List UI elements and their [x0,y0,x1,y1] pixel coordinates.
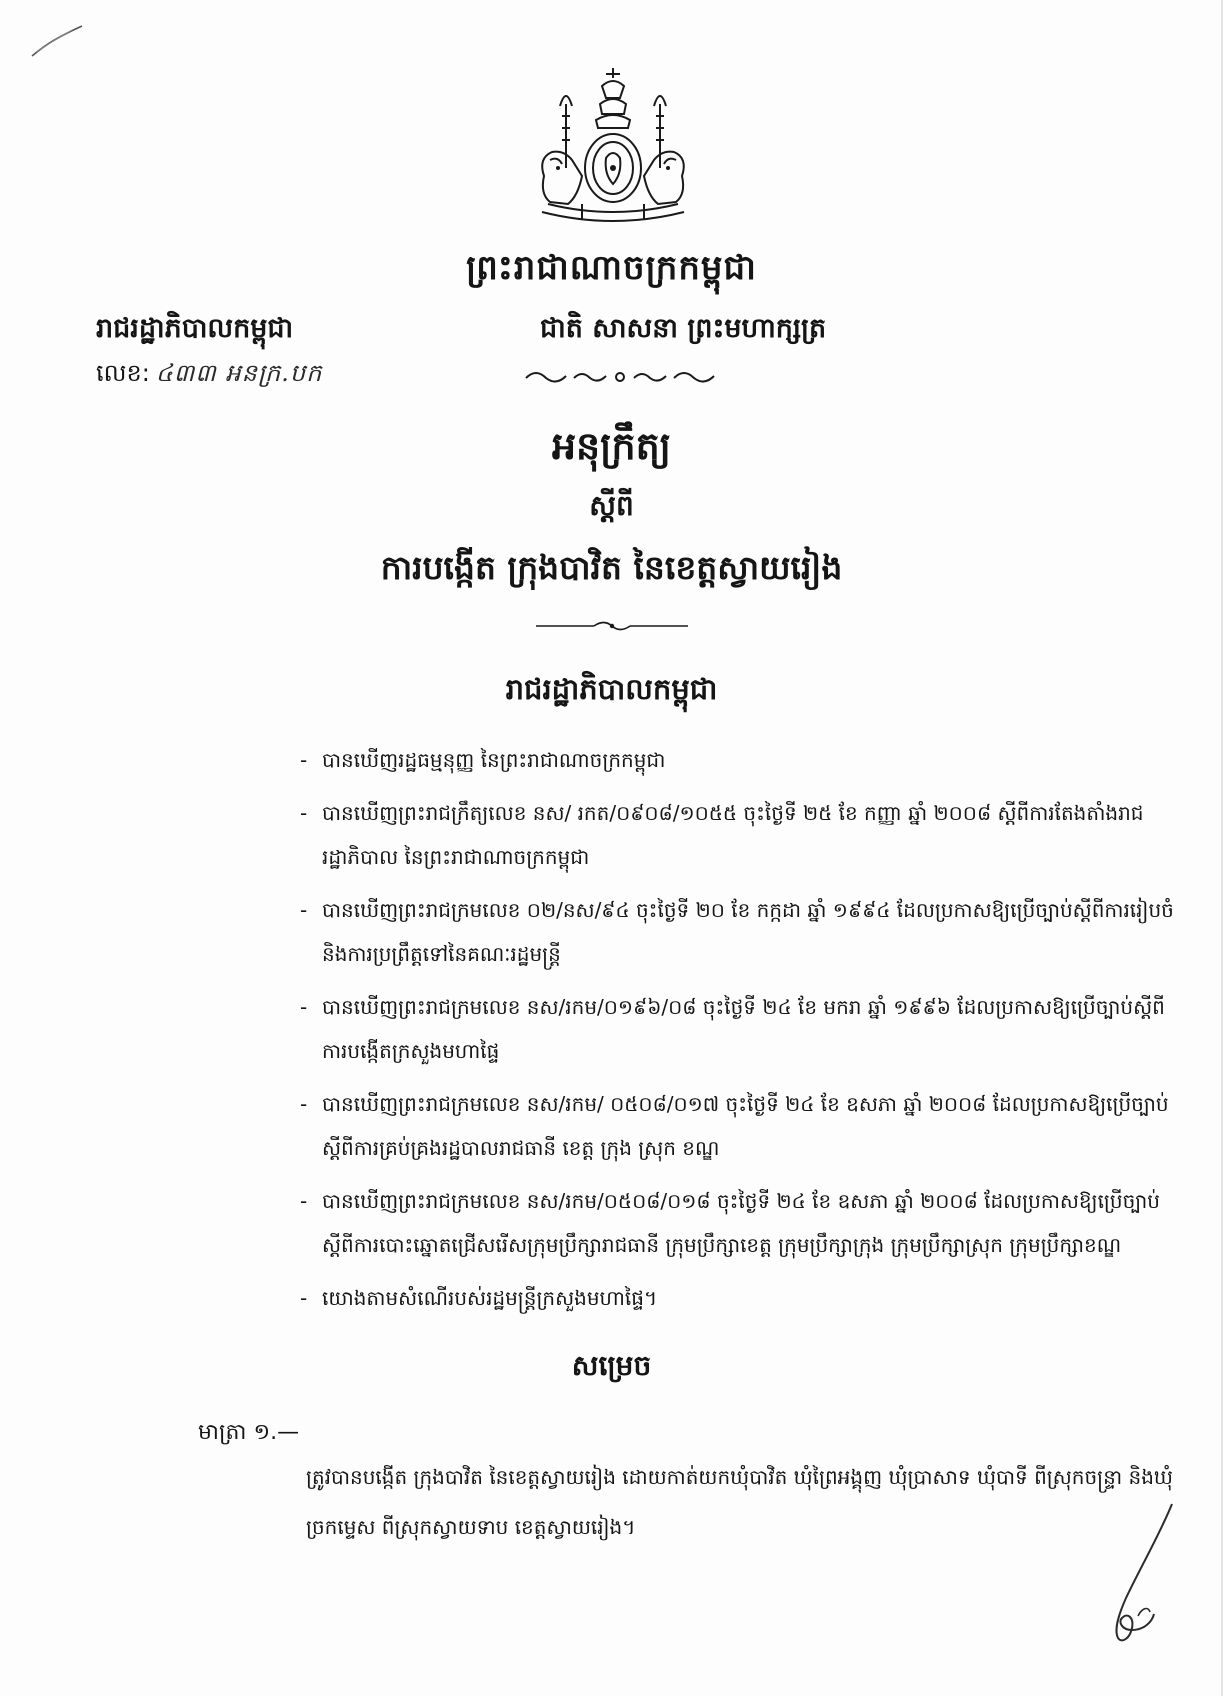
document-type: អនុក្រឹត្យ [551,424,672,468]
motto-ornament-icon [520,364,720,388]
royal-coat-of-arms-icon [528,64,698,232]
handwritten-signature-icon [1088,1498,1178,1648]
reference-line [96,358,322,393]
section-divider-icon [532,618,692,634]
recital-item: - បានឃើញព្រះរាជក្រមលេខ នស/រកម/០១៩៦/០៨ ចុះថ្ងៃទី ២៤ ខែ មករា ឆ្នាំ ១៩៩៦ ដែលប្រកាសឱ្យប្រើច្បាប់ស្តីពីការបង្កើតក្រសួងមហាផ្ទៃ [300,985,1180,1073]
government-heading: រាជរដ្ឋាភិបាលកម្ពុជា [505,672,718,706]
national-motto: ជាតិ សាសនា ព្រះមហាក្សត្រ [540,313,827,344]
recital-item: - បានឃើញរដ្ឋធម្មនុញ្ញ នៃព្រះរាជាណាចក្រកម្ពុជា [300,738,1180,782]
recital-item: - យោងតាមសំណើរបស់រដ្ឋមន្ត្រីក្រសួងមហាផ្ទៃ។ [300,1276,1180,1320]
decision-heading: សម្រេច [571,1349,652,1382]
article-text: ត្រូវបានបង្កើត ក្រុងបាវិត នៃខេត្តស្វាយរៀង ដោយកាត់យកឃុំបាវិត ឃុំព្រៃអង្គុញ ឃុំប្រាសាទ ឃុំបាទី ពីស្រុកចន្ទ្រា និងឃុំច្រកម្ទេស ពីស្រុកស្វាយទាប ខេត្តស្វាយរៀង។ [306,1465,1173,1539]
recital-item: - បានឃើញព្រះរាជក្រឹត្យលេខ នស/ រកត/០៩០៨/១០៥៥ ចុះថ្ងៃទី ២៥ ខែ កញ្ញា ឆ្នាំ ២០០៨ ស្តីពីការតែងតាំងរាជរដ្ឋាភិបាល នៃព្រះរាជាណាចក្រកម្ពុជា [300,791,1180,879]
recital-item: - បានឃើញព្រះរាជក្រមលេខ នស/រកម/ ០៥០៨/០១៧ ចុះថ្ងៃទី ២៤ ខែ ឧសភា ឆ្នាំ ២០០៨ ដែលប្រកាសឱ្យប្រើច្បាប់ស្តីពីការគ្រប់គ្រងរដ្ឋបាលរាជធានី ខេត្ត ក្រុង ស្រុក ខណ្ឌ [300,1082,1180,1170]
about-label: ស្តីពី [589,489,634,522]
recital-item: - បានឃើញព្រះរាជក្រមលេខ ០២/នស/៩៤ ចុះថ្ងៃទី ២០ ខែ កក្កដា ឆ្នាំ ១៩៩៤ ដែលប្រកាសឱ្យប្រើច្បាប់ស្តីពីការរៀបចំ និងការប្រព្រឹត្តទៅនៃគណៈរដ្ឋមន្ត្រី [300,888,1180,976]
reference-number: ៤៣៣ អនក្រ.បក [155,359,323,387]
issuer-name: រាជរដ្ឋាភិបាលកម្ពុជា [96,313,294,344]
recitals-list [300,738,1180,1329]
article-label: មាត្រា ១.— [198,1420,300,1445]
recital-item: - បានឃើញព្រះរាជក្រមលេខ នស/រកម/០៥០៨/០១៨ ចុះថ្ងៃទី ២៤ ខែ ឧសភា ឆ្នាំ ២០០៨ ដែលប្រកាសឱ្យប្រើច្បាប់ស្តីពីការបោះឆ្នោតជ្រើសរើសក្រុមប្រឹក្សារាជធានី ក្រុមប្រឹក្សាខេត្ត ក្រុមប្រឹក្សាក្រុង ក្រុមប្រឹក្សាស្រុក ក្រុមប្រឹក្សាខណ្ឌ [300,1179,1180,1267]
pen-stroke-icon [28,22,88,62]
kingdom-title: ព្រះរាជាណាចក្រកម្ពុជា [466,248,757,288]
reference-label: លេខ: [96,359,150,387]
document-subject: ការបង្កើត ក្រុងបាវិត នៃខេត្តស្វាយរៀង [380,548,843,587]
